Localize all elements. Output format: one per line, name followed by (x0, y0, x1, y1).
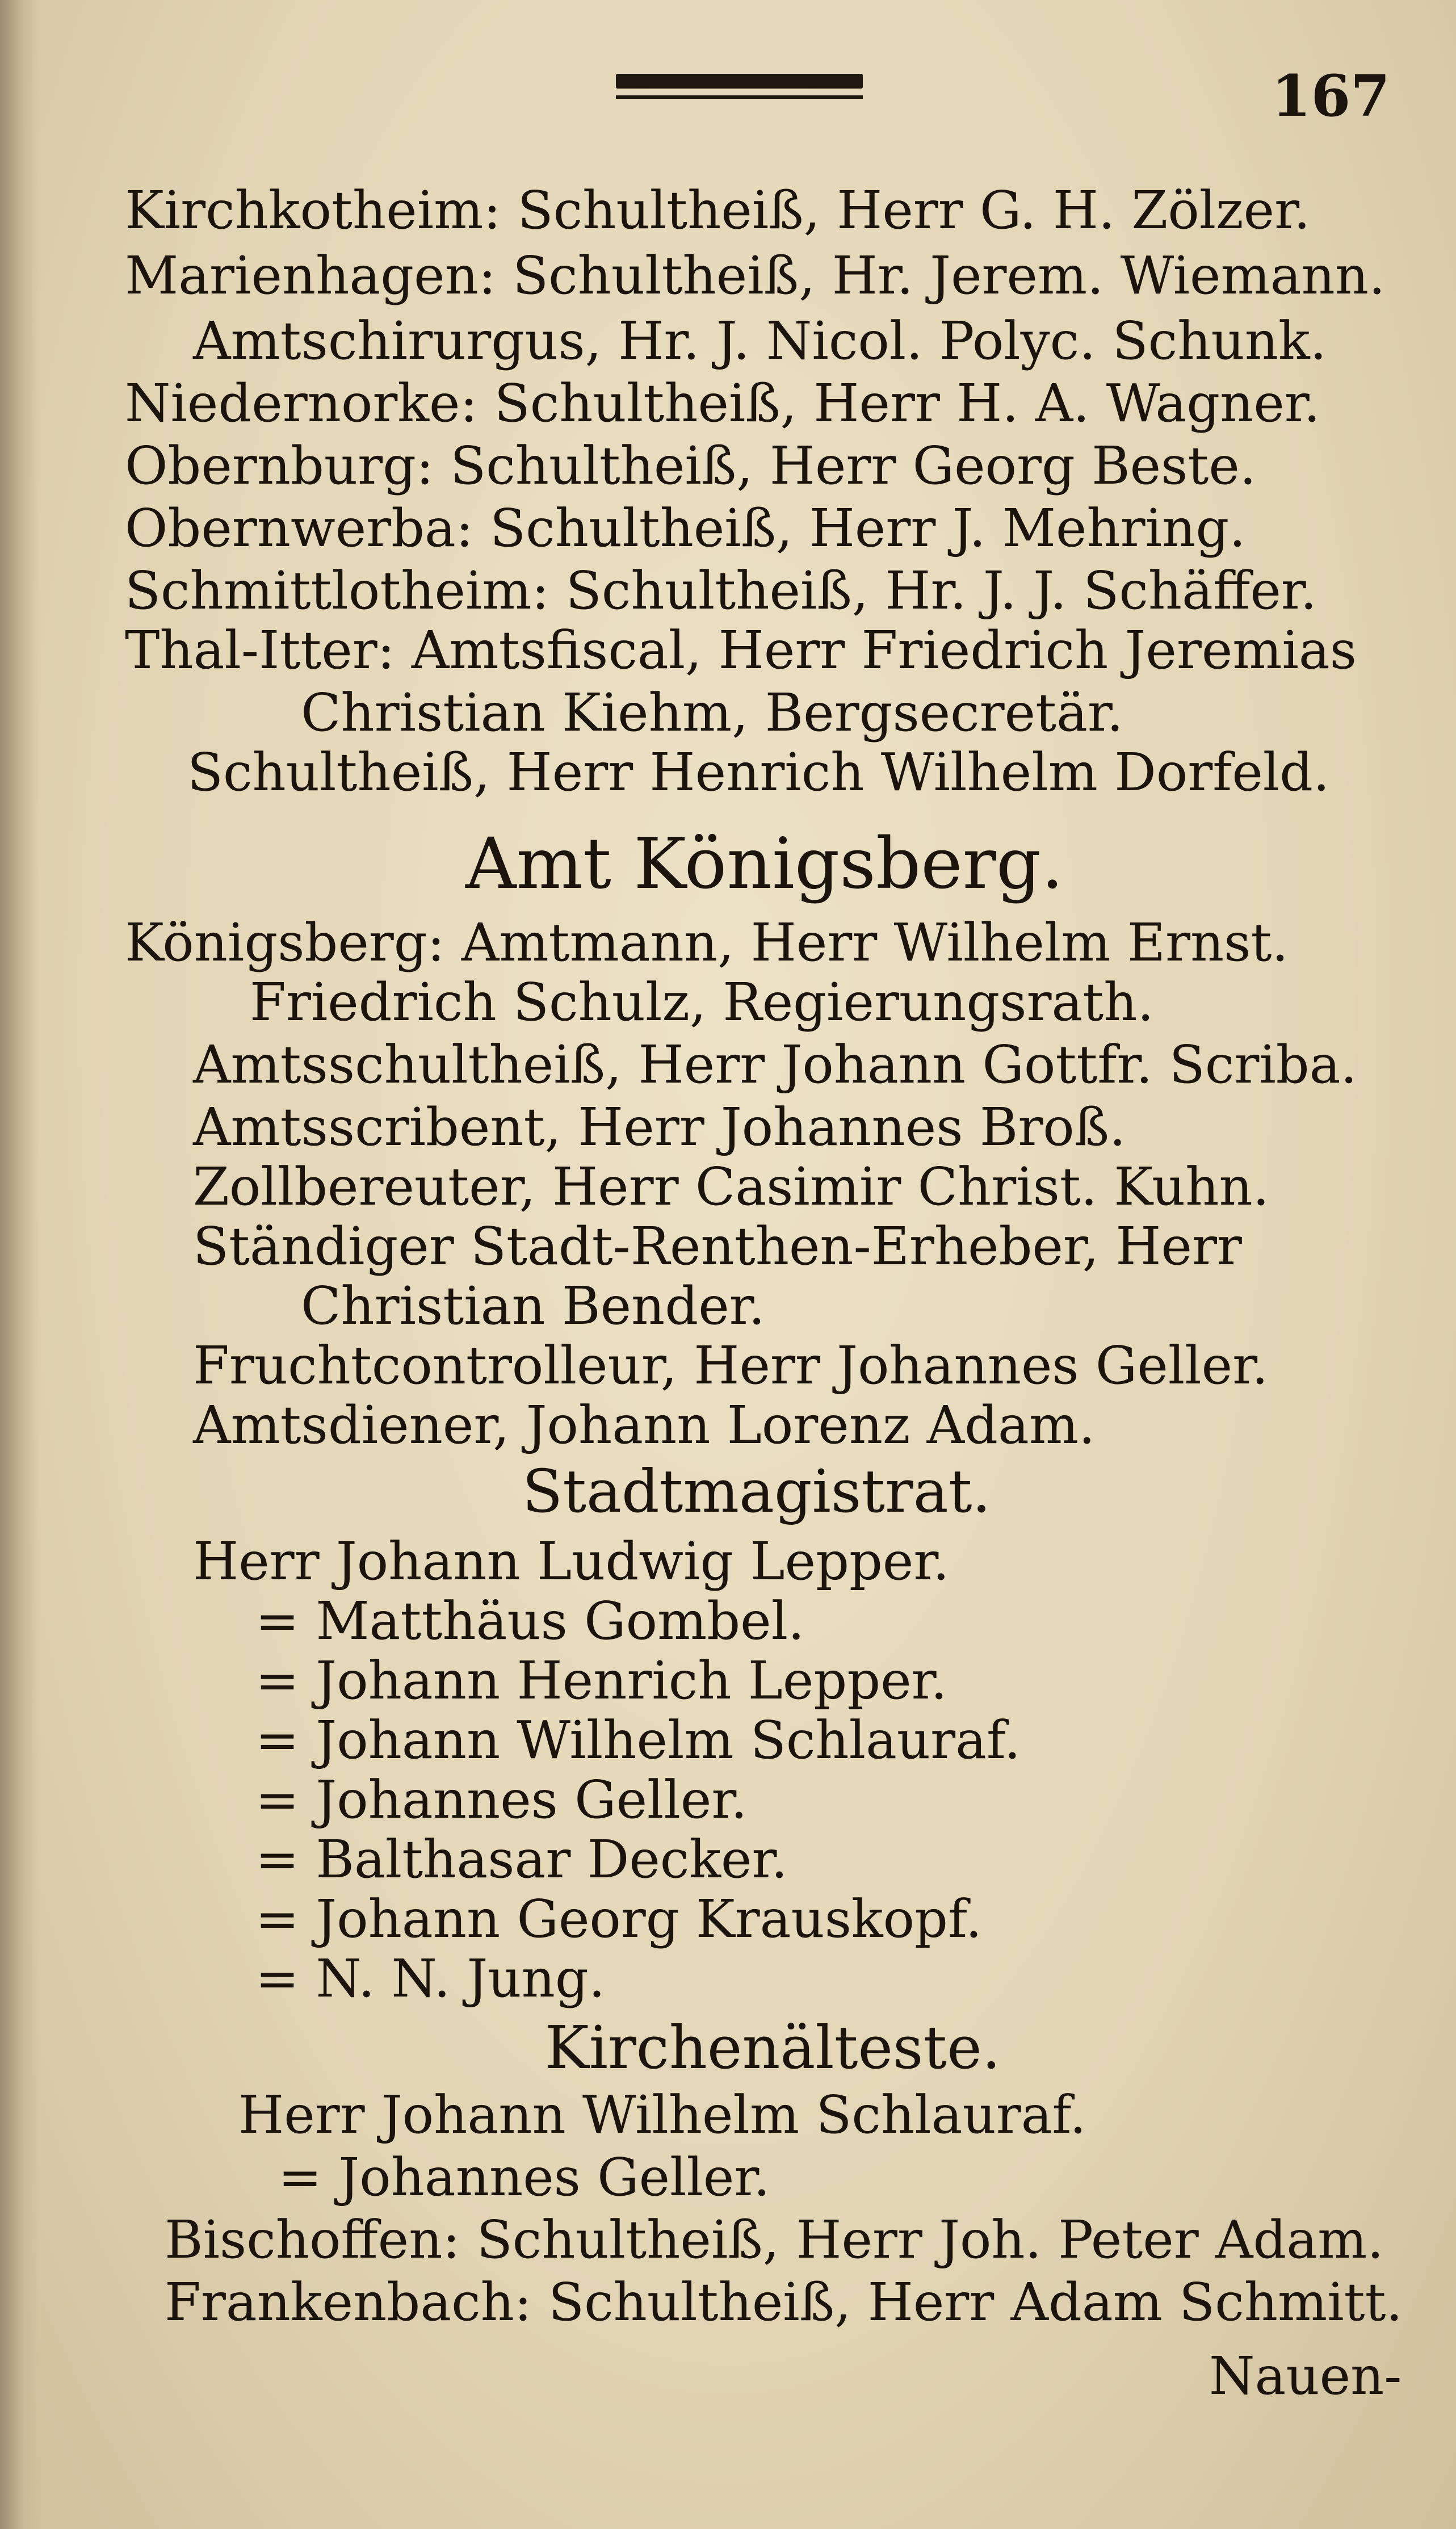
text-line: Schmittlotheim: Schultheiß, Hr. J. J. Schäffer. (125, 560, 1317, 621)
text-line: Herr Johann Wilhelm Schlauraf. (238, 2085, 1086, 2145)
text-line: Obernwerba: Schultheiß, Herr J. Mehring. (125, 498, 1246, 559)
text-line: Christian Kiehm, Bergsecretär. (301, 682, 1124, 743)
subsection-heading: Stadtmagistrat. (522, 1457, 991, 1526)
section-heading: Amt Königsberg. (465, 823, 1064, 905)
text-line: = Johannes Geller. (255, 1769, 748, 1830)
text-line: Amtsdiener, Johann Lorenz Adam. (193, 1395, 1096, 1456)
text-line: Friedrich Schulz, Regierungsrath. (250, 972, 1154, 1033)
text-line: = Balthasar Decker. (255, 1829, 788, 1890)
text-line: Zollbereuter, Herr Casimir Christ. Kuhn. (193, 1156, 1270, 1217)
text-line: Frankenbach: Schultheiß, Herr Adam Schmitt. (165, 2272, 1403, 2333)
text-line: Niedernorke: Schultheiß, Herr H. A. Wagner. (125, 373, 1320, 434)
text-line: = Johann Henrich Lepper. (255, 1650, 947, 1711)
page-gutter-shadow (0, 0, 40, 2529)
page-number: 167 (1272, 62, 1390, 129)
text-line: = Johannes Geller. (278, 2147, 770, 2208)
text-line: Obernburg: Schultheiß, Herr Georg Beste. (125, 435, 1257, 496)
text-line: Thal-Itter: Amtsfiscal, Herr Friedrich Jeremias (125, 620, 1357, 681)
text-line: Marienhagen: Schultheiß, Hr. Jerem. Wiemann. (125, 245, 1386, 306)
header-rule (616, 74, 863, 103)
text-line: Schultheiß, Herr Henrich Wilhelm Dorfeld. (187, 742, 1330, 803)
text-line: Bischoffen: Schultheiß, Herr Joh. Peter Adam. (165, 2209, 1384, 2270)
text-line: = Johann Wilhelm Schlauraf. (255, 1710, 1021, 1771)
text-line: = N. N. Jung. (255, 1948, 606, 2009)
text-line: Amtschirurgus, Hr. J. Nicol. Polyc. Schunk. (193, 311, 1327, 371)
text-line: Amtsscribent, Herr Johannes Broß. (193, 1097, 1126, 1157)
catchword: Nauen- (1209, 2346, 1402, 2406)
text-line: Herr Johann Ludwig Lepper. (193, 1531, 950, 1592)
text-line: Kirchkotheim: Schultheiß, Herr G. H. Zölzer. (125, 180, 1311, 241)
text-line: Amtsschultheiß, Herr Johann Gottfr. Scriba. (193, 1034, 1357, 1095)
text-line: Ständiger Stadt-Renthen-Erheber, Herr (193, 1216, 1242, 1277)
text-line: Christian Bender. (301, 1276, 765, 1336)
text-line: Fruchtcontrolleur, Herr Johannes Geller. (193, 1335, 1269, 1396)
text-line: Königsberg: Amtmann, Herr Wilhelm Ernst. (125, 912, 1289, 973)
text-line: = Matthäus Gombel. (255, 1591, 805, 1651)
text-line: = Johann Georg Krauskopf. (255, 1889, 982, 1949)
subsection-heading: Kirchenälteste. (545, 2013, 1001, 2082)
